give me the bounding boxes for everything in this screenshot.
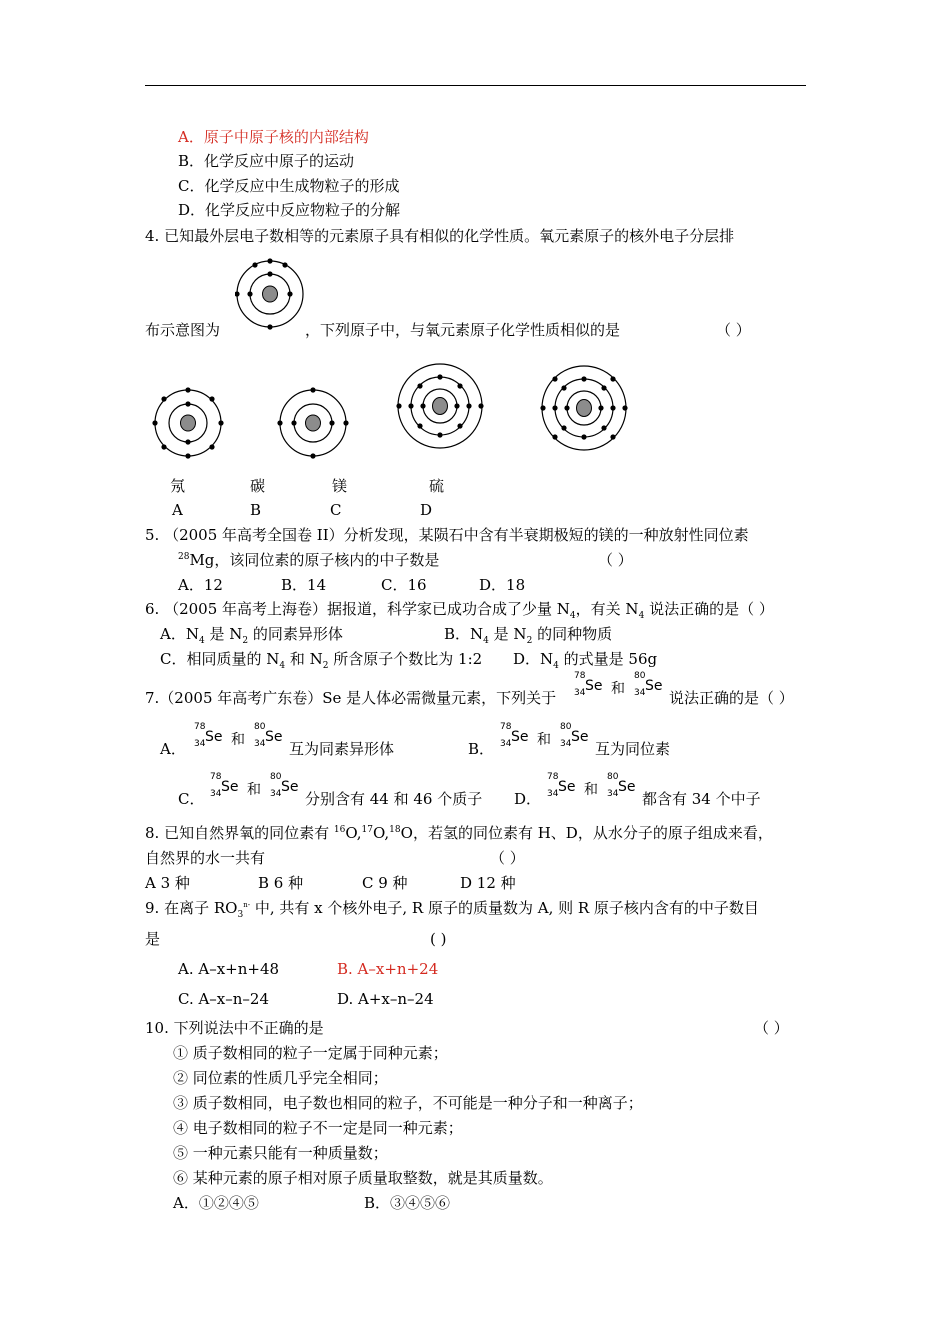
option-letter-c: C — [330, 501, 342, 519]
option-letter-a: A — [172, 501, 183, 519]
q9-option-b: B. A–x+n+24 — [337, 960, 439, 978]
sulfur-atom-diagram — [538, 362, 630, 454]
q5-option-a: A．12 — [178, 576, 223, 594]
q5-option-b: B．14 — [281, 576, 327, 594]
q9-option-c: C. A–x–n–24 — [178, 990, 270, 1008]
q10-option-b: B．③④⑤⑥ — [364, 1194, 451, 1212]
q10-item-3: ③ 质子数相同，电子数也相同的粒子，不可能是一种分子和一种离子； — [173, 1094, 643, 1112]
option-letter-d: D — [420, 501, 433, 519]
q5-paren: （ ） — [598, 551, 633, 569]
q3-option-a: A．原子中原子核的内部结构 — [178, 128, 369, 146]
se-isotope-pair-a: 78 34 Se 和 80 34 Se — [194, 722, 283, 749]
q6-stem: 6. （2005 年高考上海卷）据报道，科学家已成功合成了少量 $N_4$，有关 $N_4$ 说法正确的是（ ） — [145, 600, 774, 621]
q10-item-6: ⑥ 某种元素的原子相对原子质量取整数，就是其质量数。 — [173, 1169, 553, 1187]
q10-item-4: ④ 电子数相同的粒子不一定是同一种元素； — [173, 1119, 463, 1137]
q8-paren: （ ） — [490, 849, 525, 867]
q6-option-b: B．$N_4$ 是 $N_2$ 的同种物质 — [444, 625, 613, 646]
element-name-carbon: 碳 — [250, 477, 266, 495]
q10-item-2: ② 同位素的性质几乎完全相同； — [173, 1069, 388, 1087]
q3-option-c: C．化学反应中生成物粒子的形成 — [178, 177, 400, 195]
q10-item-1: ① 质子数相同的粒子一定属于同种元素； — [173, 1044, 448, 1062]
q7-option-b-text: 互为同位素 — [595, 740, 671, 758]
header-rule — [145, 85, 806, 86]
q7-option-a-text: 互为同素异形体 — [289, 740, 395, 758]
q4-stem-line1: 4. 已知最外层电子数相等的元素原子具有相似的化学性质。氧元素原子的核外电子分层排 — [145, 227, 735, 245]
q8-option-c: C 9 种 — [362, 874, 408, 892]
element-name-magnesium: 镁 — [332, 477, 348, 495]
q5-option-c: C．16 — [381, 576, 427, 594]
q7-option-c-label: C． — [178, 790, 205, 808]
q3-option-d: D．化学反应中反应物粒子的分解 — [178, 201, 401, 219]
q7-option-d-text: 都含有 34 个中子 — [642, 790, 761, 808]
q9-option-d: D. A+x–n–24 — [337, 990, 434, 1008]
q8-option-b: B 6 种 — [258, 874, 304, 892]
q6-option-a: A．$N_4$ 是 $N_2$ 的同素异形体 — [160, 625, 343, 646]
element-name-sulfur: 硫 — [429, 477, 445, 495]
oxygen-atom-diagram — [235, 258, 307, 330]
q9-paren: ( ) — [430, 930, 447, 948]
q7-option-b-label: B． — [468, 740, 495, 758]
q4-stem-line2b: ，下列原子中，与氧元素原子化学性质相似的是 — [305, 321, 621, 339]
se-isotope-pair-stem: 78 34 Se 和 80 34 Se — [574, 671, 663, 698]
q8-option-a: A 3 种 — [145, 874, 190, 892]
q8-stem-line1: 8. 已知自然界氧的同位素有 $^{16}$O,$^{17}$O,$^{18}$O，若氢的同位素有 H、D，从水分子的原子组成来看， — [145, 824, 773, 842]
se-isotope-pair-b: 78 34 Se 和 80 34 Se — [500, 722, 589, 749]
neon-atom-diagram — [150, 385, 226, 461]
q6-option-c: C．相同质量的 $N_4$ 和 $N_2$ 所含原子个数比为 1:2 — [160, 650, 483, 671]
q7-stem-post: 说法正确的是（ ） — [669, 689, 794, 707]
q5-option-d: D．18 — [479, 576, 526, 594]
q9-option-a: A. A–x+n+48 — [178, 960, 280, 978]
q7-stem-pre: 7.（2005 年高考广东卷）Se 是人体必需微量元素，下列关于 — [145, 689, 557, 707]
q5-stem-line1: 5. （2005 年高考全国卷 II）分析发现，某陨石中含有半衰期极短的镁的一种放射性同位素 — [145, 526, 749, 544]
q10-stem: 10. 下列说法中不正确的是 — [145, 1019, 324, 1037]
carbon-atom-diagram — [275, 385, 351, 461]
magnesium-atom-diagram — [394, 360, 486, 452]
element-name-neon: 氖 — [170, 477, 186, 495]
q9-stem-line1: 9. 在离子 $RO_3^{n-}$ 中, 共有 x 个核外电子, R 原子的质量数为 A, 则 R 原子核内含有的中子数目 — [145, 899, 759, 920]
q10-option-a: A．①②④⑤ — [173, 1194, 259, 1212]
q6-option-d: D．$N_4$ 的式量是 56g — [513, 650, 658, 671]
q9-stem-line2: 是 — [145, 930, 161, 948]
option-letter-b: B — [250, 501, 262, 519]
q7-option-c-text: 分别含有 44 和 46 个质子 — [305, 790, 483, 808]
se-isotope-pair-d: 78 34 Se 和 80 34 Se — [547, 772, 636, 799]
q7-option-a-label: A． — [160, 740, 186, 758]
q8-stem-line2: 自然界的水一共有 — [145, 849, 266, 867]
q7-option-d-label: D． — [514, 790, 542, 808]
q10-item-5: ⑤ 一种元素只能有一种质量数； — [173, 1144, 388, 1162]
q4-stem-line2a: 布示意图为 — [145, 321, 221, 339]
q5-stem-line2: $^{28}$Mg，该同位素的原子核内的中子数是 — [178, 551, 440, 569]
q10-paren: （ ） — [754, 1019, 789, 1037]
q8-option-d: D 12 种 — [460, 874, 516, 892]
q4-paren: （ ） — [716, 321, 751, 339]
se-isotope-pair-c: 78 34 Se 和 80 34 Se — [210, 772, 299, 799]
q3-option-b: B．化学反应中原子的运动 — [178, 152, 355, 170]
